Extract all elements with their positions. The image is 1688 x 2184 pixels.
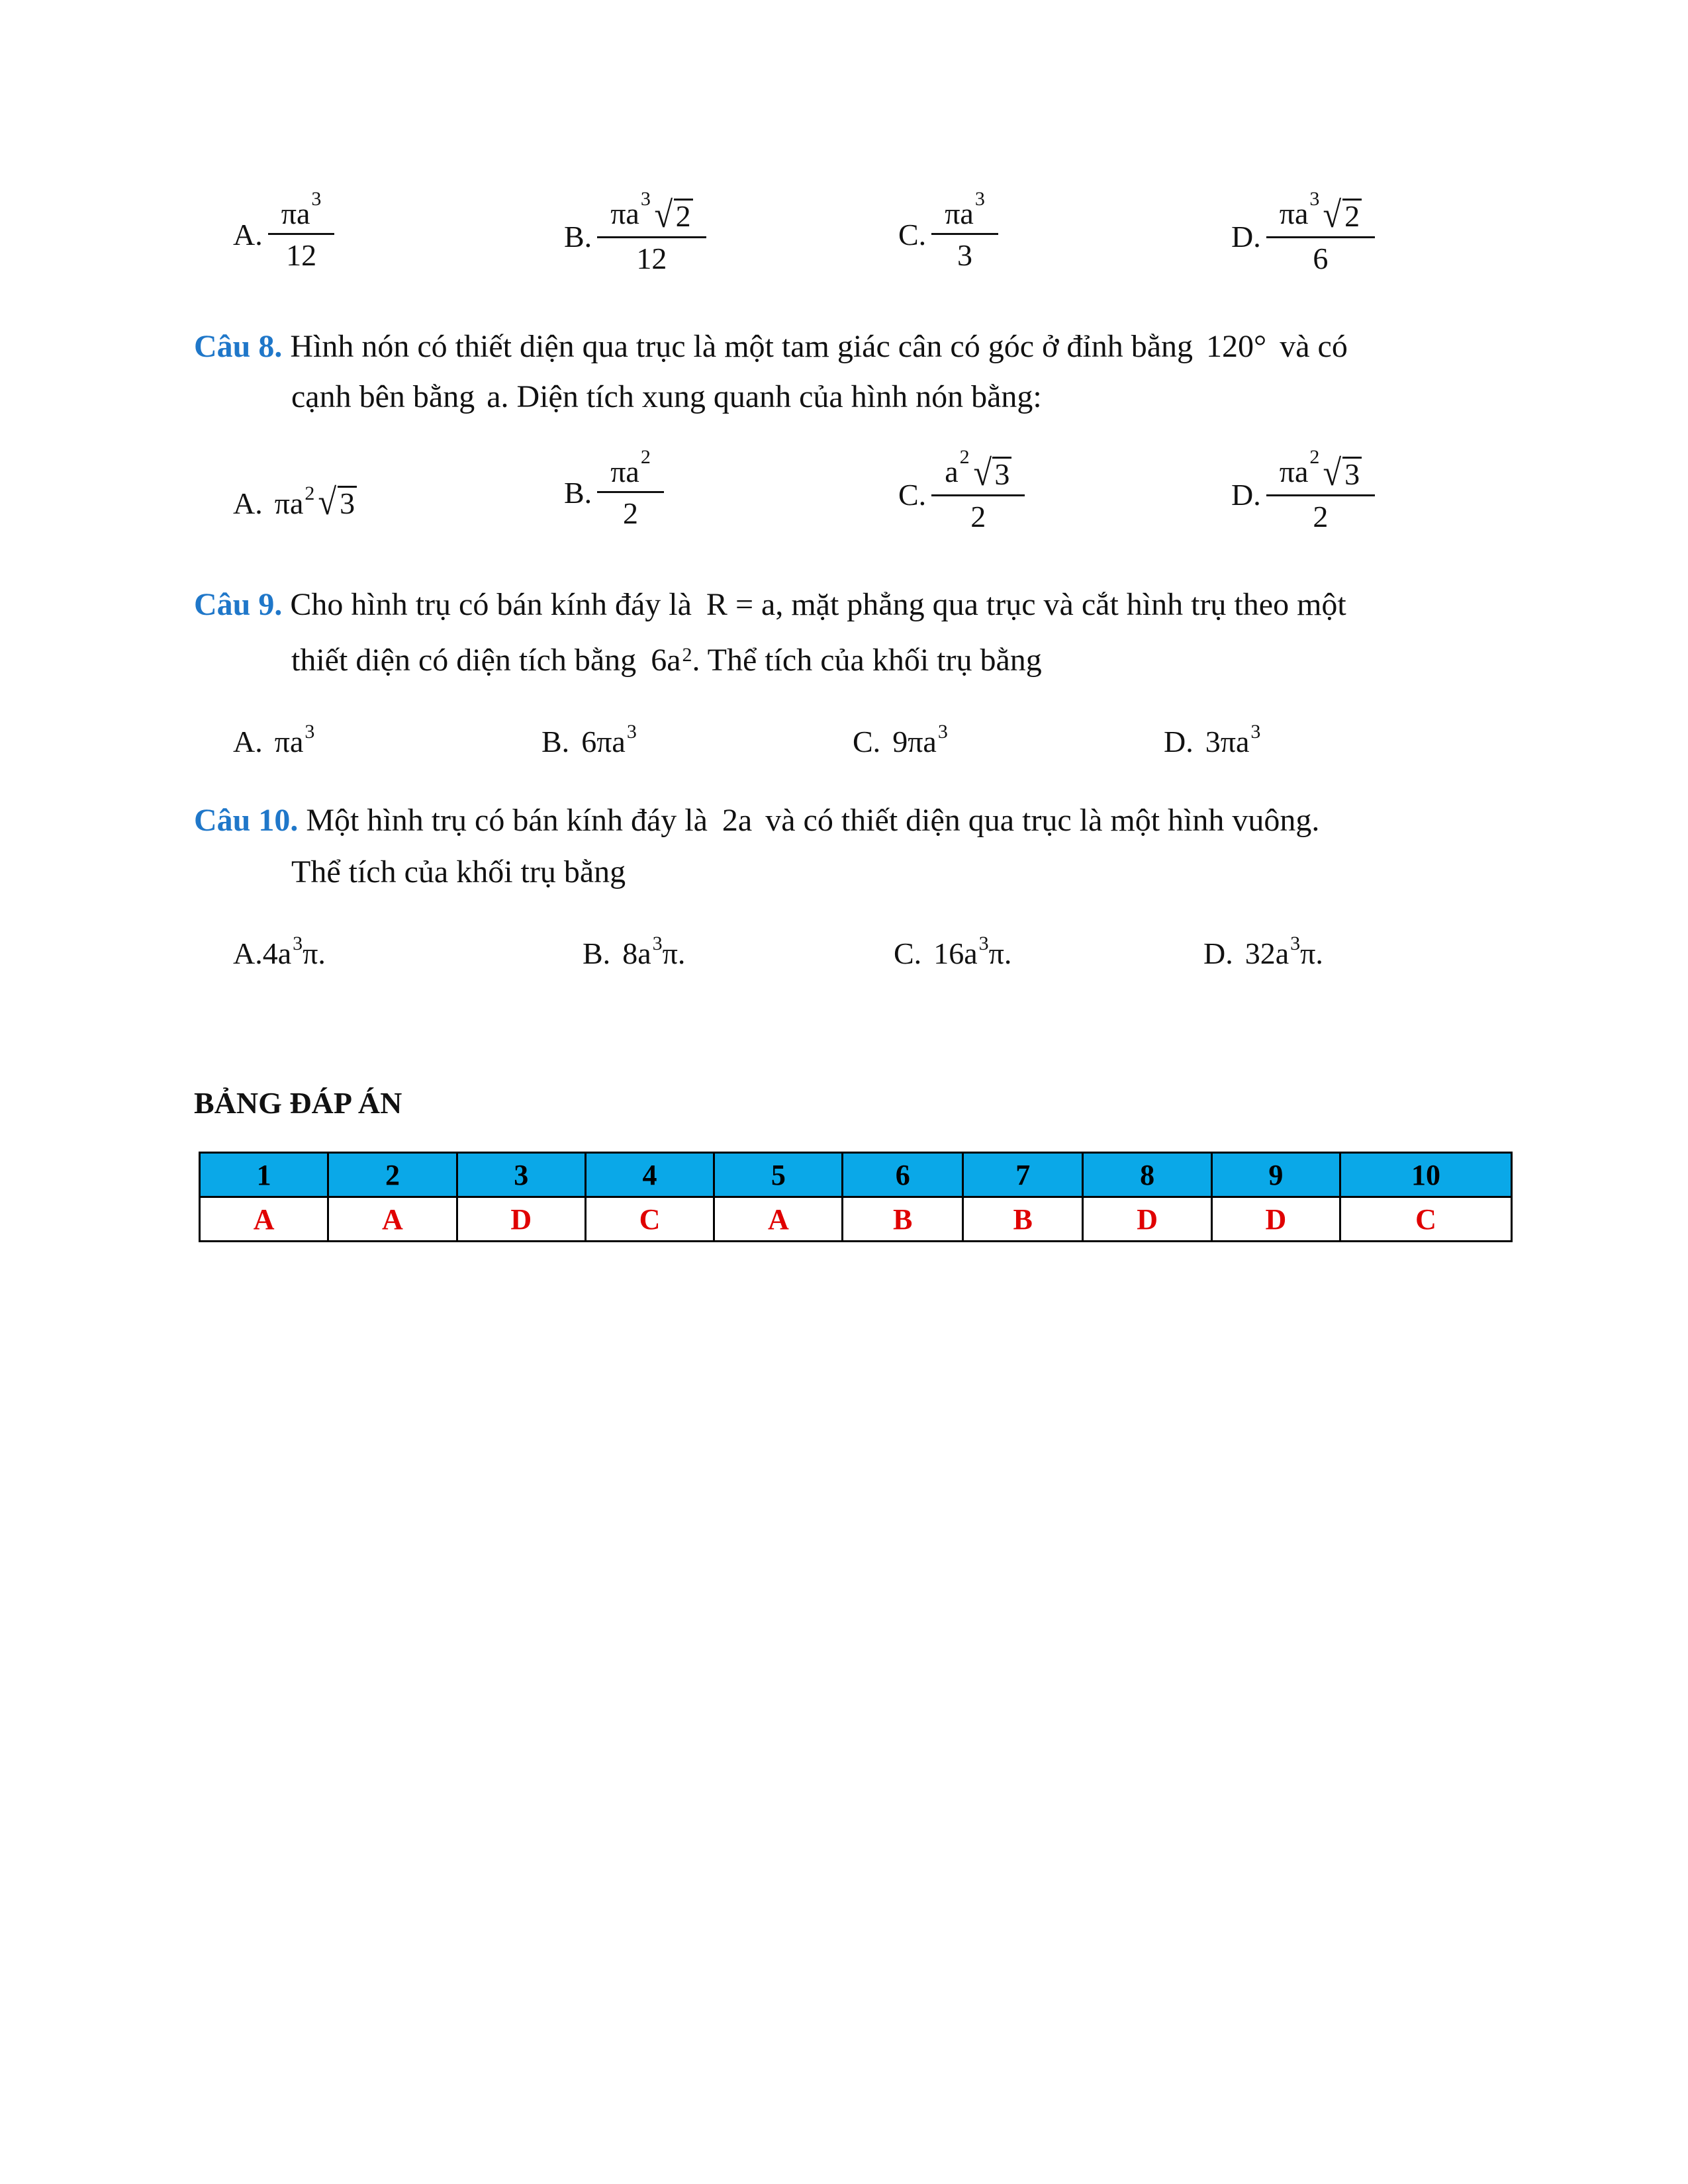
- answer-cell: A: [328, 1197, 457, 1242]
- sqrt-symbol: √ 3: [972, 457, 1012, 490]
- q7-option-a: A. πa 3 12: [233, 199, 328, 271]
- answer-cell: D: [457, 1197, 585, 1242]
- q10-line2: Thể tích của khối trụ bằng: [291, 854, 626, 889]
- answer-table-header-row: [200, 1153, 1512, 1197]
- q9-line2: thiết diện có diện tích bằng $6a^2$. Thể tích của khối trụ bằng: [291, 643, 1042, 678]
- q9-option-b: B. 6πa 3: [541, 721, 637, 758]
- question-number-cell: 7: [962, 1153, 1083, 1197]
- question-number-cell: 1: [200, 1153, 328, 1197]
- q7-option-b: B. πa 3 √ 2 12: [564, 199, 700, 274]
- q9-option-d: D. 3πa 3: [1164, 721, 1261, 758]
- answer-table-answer-row: [200, 1197, 1512, 1242]
- answer-cell: A: [714, 1197, 843, 1242]
- q9-number: Câu 9.: [194, 587, 283, 622]
- q10-option-d: D. 32a 3 π.: [1203, 933, 1323, 970]
- answer-cell: B: [962, 1197, 1083, 1242]
- answer-cell: C: [585, 1197, 714, 1242]
- q8-line1: Câu 8. Hình nón có thiết diện qua trục là một tam giác cân có góc ở đỉnh bằng 120° và có: [194, 329, 1348, 364]
- question-number-cell: 10: [1340, 1153, 1512, 1197]
- sqrt-symbol: √ 2: [653, 199, 693, 232]
- q10-option-a: A. 4a 3 π.: [233, 933, 326, 970]
- sqrt-symbol: √ 2: [1322, 199, 1362, 232]
- q9-option-c: C. 9πa 3: [853, 721, 948, 758]
- question-number-cell: 3: [457, 1153, 585, 1197]
- question-number-cell: 2: [328, 1153, 457, 1197]
- q10-option-c: C. 16a 3 π.: [894, 933, 1012, 970]
- q10-option-b: B. 8a 3 π.: [583, 933, 686, 970]
- q8-option-d: D. πa 2 √ 3 2: [1231, 457, 1368, 532]
- q9-option-a: A. πa 3: [233, 721, 315, 758]
- sqrt-symbol: √ 3: [317, 486, 357, 520]
- q10-number: Câu 10.: [194, 803, 299, 838]
- question-number-cell: 9: [1211, 1153, 1340, 1197]
- question-number-cell: 8: [1083, 1153, 1211, 1197]
- answer-cell: D: [1211, 1197, 1340, 1242]
- q7-option-c: C. πa 3 3: [898, 199, 992, 271]
- q10-line1: Câu 10. Một hình trụ có bán kính đáy là 2a và có thiết diện qua trục là một hình vuông.: [194, 803, 1320, 838]
- answer-cell: A: [200, 1197, 328, 1242]
- answer-table: [199, 1152, 1513, 1242]
- answer-cell: C: [1340, 1197, 1512, 1242]
- q9-line1: Câu 9. Cho hình trụ có bán kính đáy là R = a, mặt phẳng qua trục và cắt hình trụ theo một: [194, 587, 1346, 622]
- answer-cell: B: [843, 1197, 963, 1242]
- q8-option-c: C. a 2 √ 3 2: [898, 457, 1018, 532]
- q8-option-a: A. πa 2 √ 3: [233, 473, 357, 533]
- question-number-cell: 5: [714, 1153, 843, 1197]
- q8-number: Câu 8.: [194, 329, 283, 364]
- q8-option-b: B. πa 2 2: [564, 457, 657, 529]
- answer-cell: D: [1083, 1197, 1211, 1242]
- q8-line2: cạnh bên bằng a. Diện tích xung quanh của hình nón bằng:: [291, 379, 1042, 414]
- sqrt-symbol: √ 3: [1322, 457, 1362, 490]
- q7-option-d: D. πa 3 √ 2 6: [1231, 199, 1368, 274]
- question-number-cell: 6: [843, 1153, 963, 1197]
- question-number-cell: 4: [585, 1153, 714, 1197]
- answer-table-title: BẢNG ĐÁP ÁN: [194, 1086, 402, 1120]
